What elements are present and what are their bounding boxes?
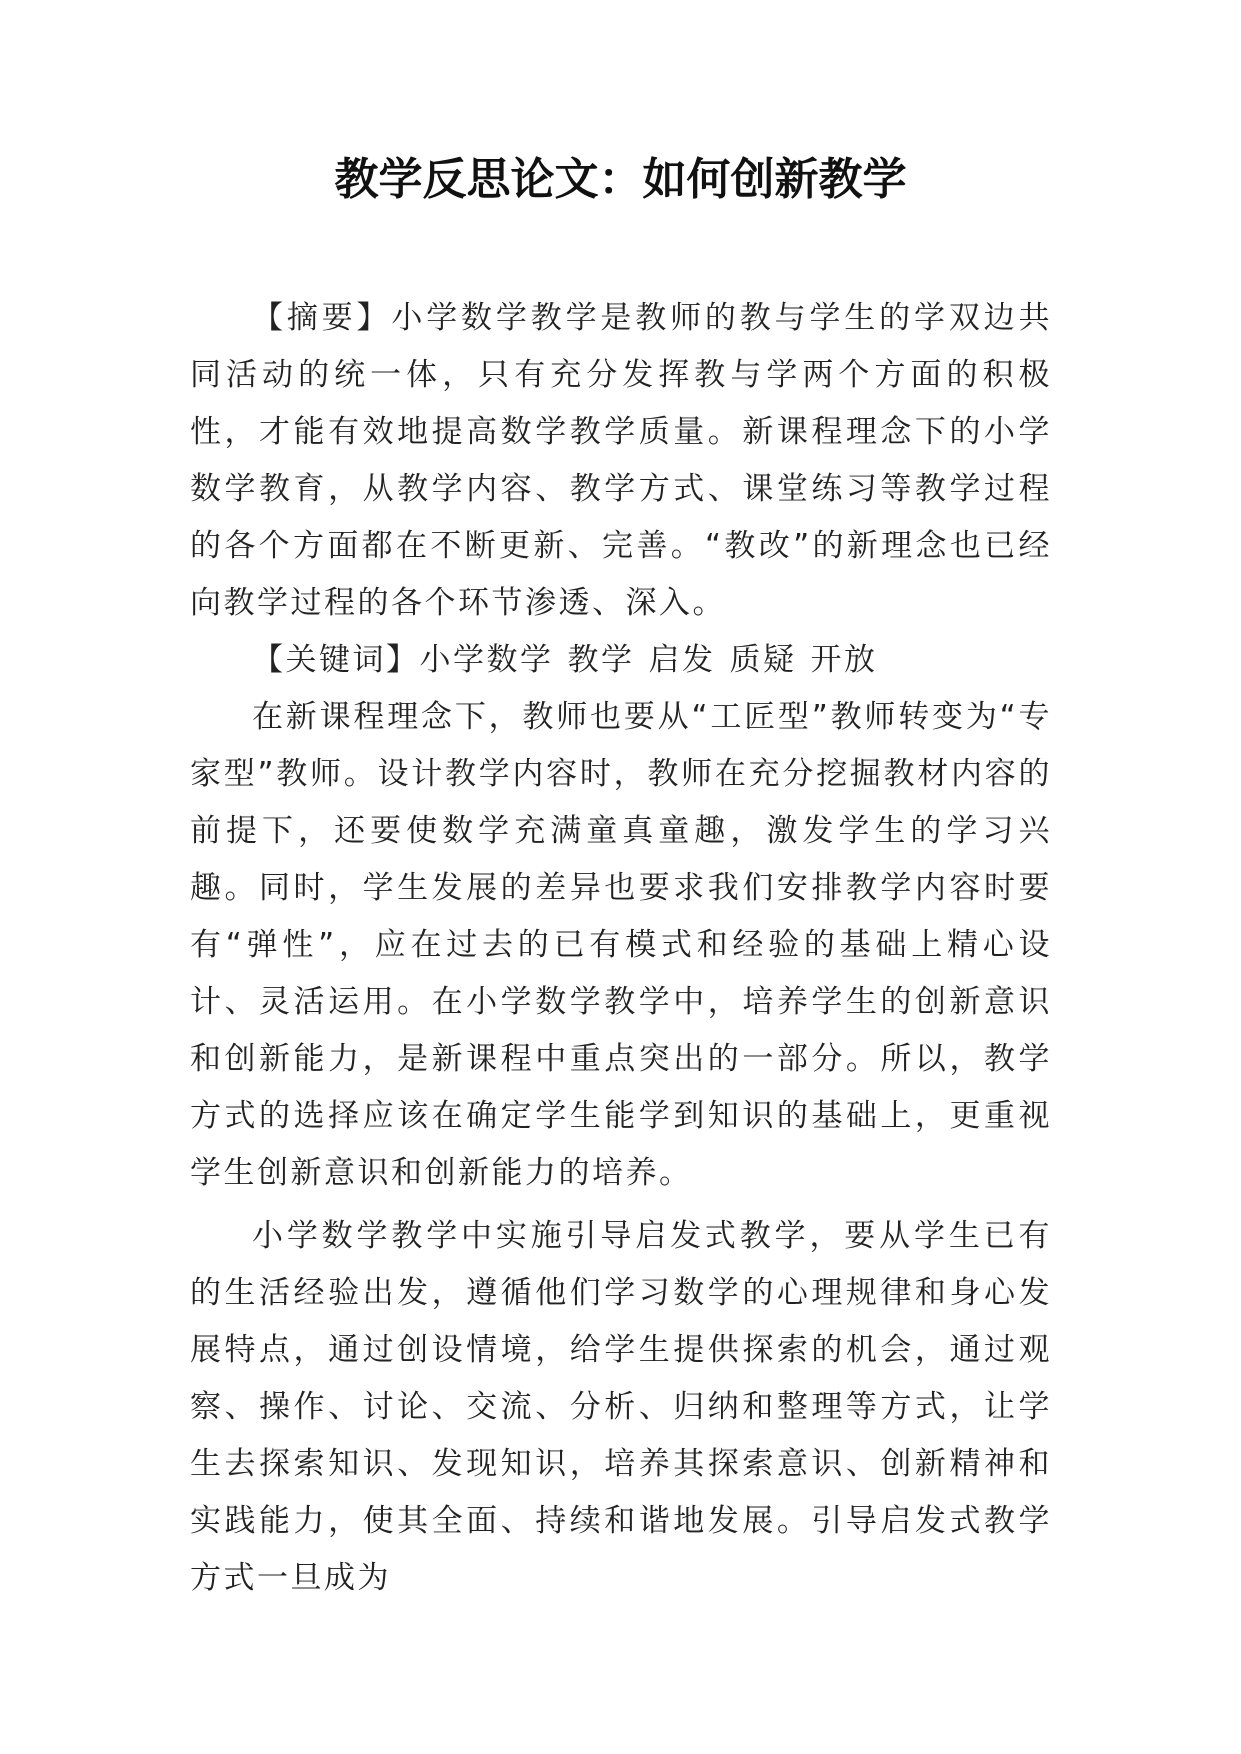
keyword: 启发 bbox=[648, 642, 716, 678]
keywords-line bbox=[190, 632, 1052, 689]
document-title: 教学反思论文：如何创新教学 bbox=[334, 154, 907, 205]
body-paragraph: 在新课程理念下，教师也要从“工匠型”教师转变为“专家型”教师。设计教学内容时，教师在充分挖掘教材内容的前提下，还要使数学充满童真童趣，激发学生的学习兴趣。同时，学生发展的差异也要求我们安排教学内容时要有“弹性”，应在过去的已有模式和经验的基础上精心设计、灵活运用。在小学数学教学中，培养学生的创新意识和创新能力，是新课程中重点突出的一部分。所以，教学方式的选择应该在确定学生能学到知识的基础上，更重视学生创新意识和创新能力的培养。 bbox=[190, 699, 1052, 1191]
keyword: 开放 bbox=[810, 642, 878, 678]
keyword: 小学数学 bbox=[419, 642, 554, 678]
keyword: 质疑 bbox=[729, 642, 797, 678]
body-paragraph: 小学数学教学中实施引导启发式教学，要从学生已有的生活经验出发，遵循他们学习数学的心理规律和身心发展特点，通过创设情境，给学生提供探索的机会，通过观察、操作、讨论、交流、分析、归纳和整理等方式，让学生去探索知识、发现知识，培养其探索意识、创新精神和实践能力，使其全面、持续和谐地发展。引导启发式教学方式一旦成为 bbox=[190, 1218, 1052, 1596]
keyword: 教学 bbox=[567, 642, 635, 678]
abstract-paragraph: 【摘要】小学数学教学是教师的教与学生的学双边共同活动的统一体，只有充分发挥教与学两个方面的积极性，才能有效地提高数学教学质量。新课程理念下的小学数学教育，从教学内容、教学方式、课堂练习等教学过程的各个方面都在不断更新、完善。“教改”的新理念也已经向教学过程的各个环节渗透、深入。 bbox=[190, 300, 1052, 621]
document-body bbox=[190, 290, 1052, 1607]
keywords-label: 【关键词】 bbox=[252, 642, 420, 678]
